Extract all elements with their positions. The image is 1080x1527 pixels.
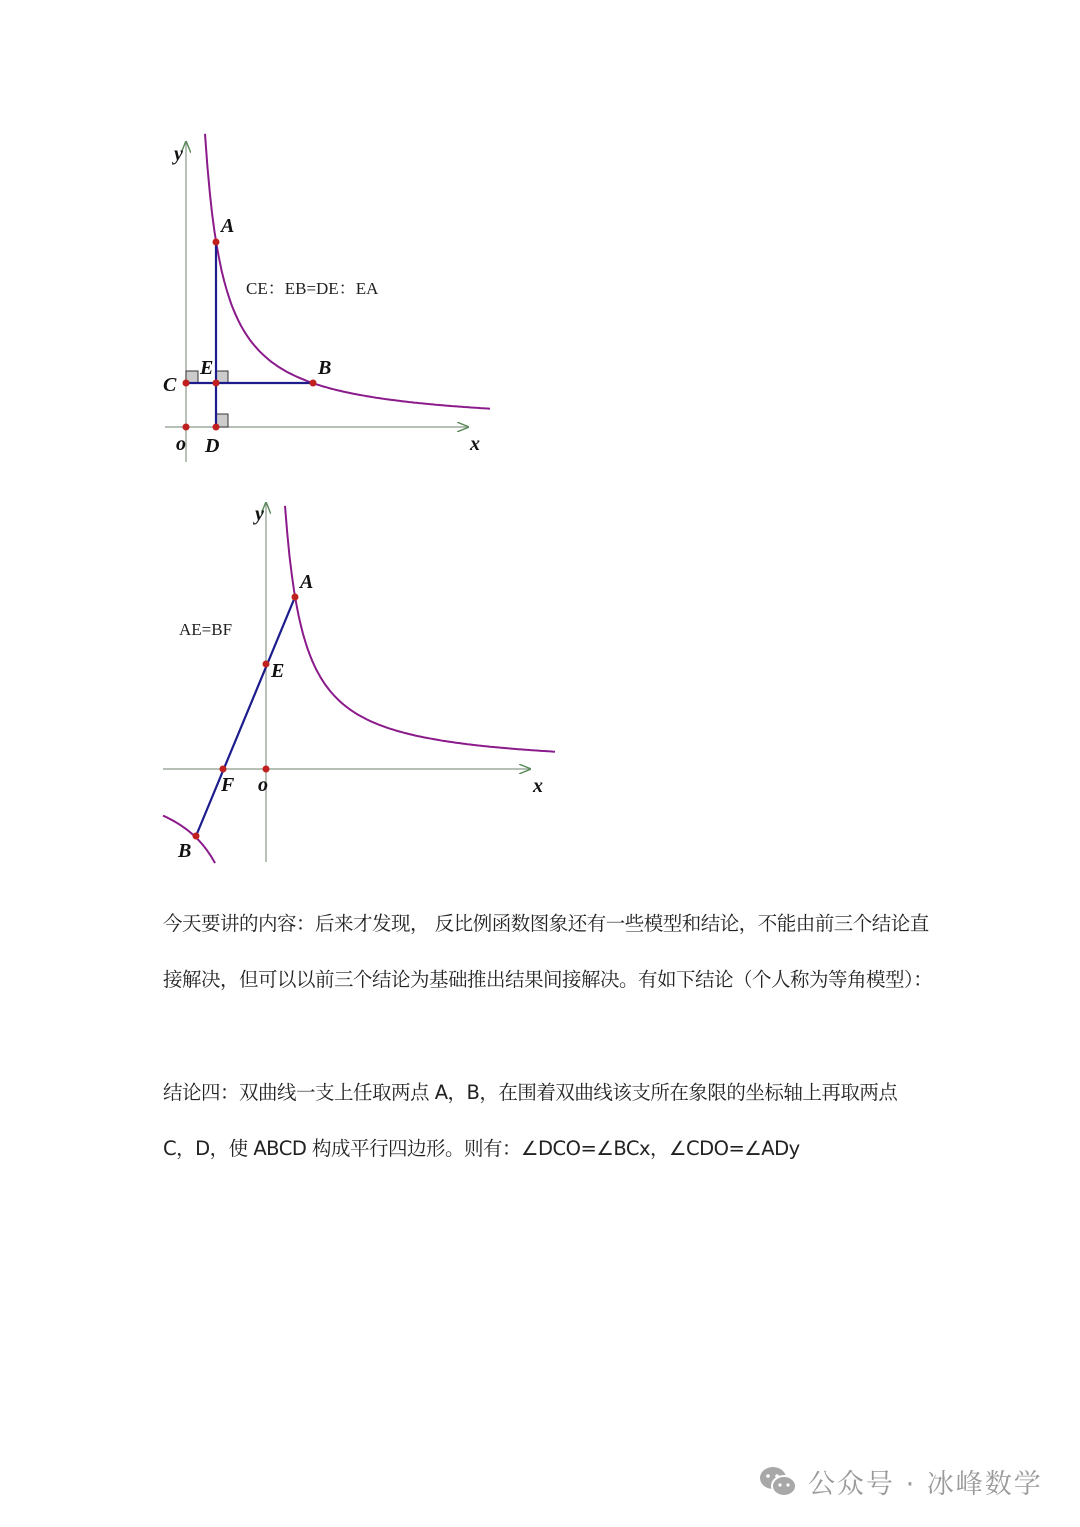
point-e (263, 661, 270, 668)
wechat-icon (758, 1464, 798, 1500)
label-c: C (163, 374, 177, 396)
label-y: y (174, 143, 183, 165)
label-e: E (200, 357, 214, 379)
footer-watermark (758, 1462, 1043, 1501)
point-d (213, 424, 220, 431)
figure-1-diagram (163, 134, 490, 462)
figure-2-diagram (163, 503, 555, 863)
label-o: o (258, 774, 268, 796)
figure-2-note: AE=BF (179, 620, 233, 639)
label-b: B (178, 840, 192, 862)
footer-label: 公众号 · 冰峰数学 (808, 1469, 1043, 1500)
point-c (183, 380, 190, 387)
label-a: A (221, 215, 235, 237)
hyperbola-curve (205, 134, 490, 409)
paragraph-intro: 今天要讲的内容：后来才发现， 反比例函数图象还有一些模型和结论，不能由前三个结论直接解决，但可以以前三个结论为基础推出结果间接解决。有如下结论（个人称为等角模型）： (163, 912, 933, 991)
point-b (193, 833, 200, 840)
label-x: x (470, 433, 480, 455)
label-x: x (533, 775, 543, 797)
point-b (310, 380, 317, 387)
point-e (213, 380, 220, 387)
point-o (183, 424, 190, 431)
point-f (220, 766, 227, 773)
label-o: o (176, 433, 186, 455)
figure-1-note: CE：EB=DE：EA (246, 279, 379, 298)
label-a: A (300, 571, 314, 593)
point-o (263, 766, 270, 773)
point-a (292, 594, 299, 601)
point-a (213, 239, 220, 246)
label-b: B (318, 357, 332, 379)
hyperbola-upper-branch (285, 506, 555, 752)
label-d: D (205, 435, 220, 457)
label-y: y (255, 503, 264, 525)
label-f: F (221, 774, 235, 796)
paragraph-conclusion-4: 结论四：双曲线一支上任取两点 A，B，在围着双曲线该支所在象限的坐标轴上再取两点 C，D，使 ABCD 构成平行四边形。则有：∠DCO=∠BCx，∠CDO=∠ADy (163, 1081, 898, 1160)
label-e: E (271, 660, 285, 682)
